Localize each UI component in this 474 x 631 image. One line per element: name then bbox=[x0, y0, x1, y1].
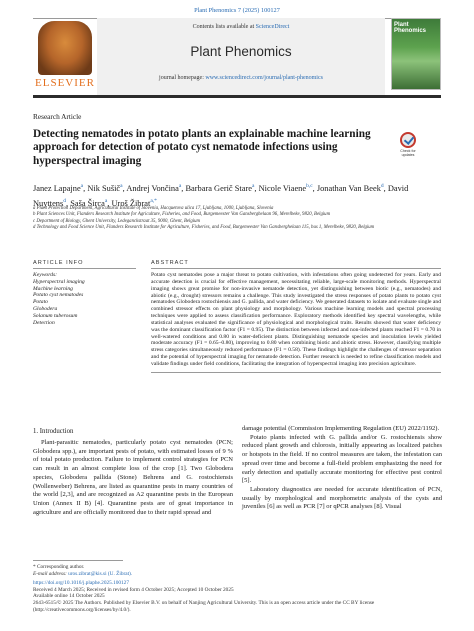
abstract-text: Potato cyst nematodes pose a major threat to potato cultivation, with infestations often going undetected for years. Early and accurate detection is crucial for effective management, necessitating reliable, large-scale monitoring methods. Hyperspectral imaging shows great promise for non-invasive nematode detection, yet distinguishing between biotic (e.g., nematodes) and abiotic (e.g., drought) stressors remains a challenge. This study investigated the stress responses of potato plants to potato cyst nematodes Globodera rostochiensis and G. pallida, and water deficiency. We generated datasets to isolate and evaluate single and combined stressor effects on plant physiology and morphology. Various machine learning models and spectral processing techniques were applied to assess classification performance. Exploratory methods identified key spectral wavelengths, while statistical analyses evaluated the significance of physiological and morphological traits. Results showed that water deficiency was the dominant classification factor (F1 = 0.95). The distinction between infected and non-infected plants reached F1 = 0.70 in well-watered conditions and 0.80 in water-deficient plants. Distinguishing nematode species and inoculation levels yielded moderate accuracy (F1 = 0.65–0.80), improving to 0.80 when combining biotic and abiotic stress. However, classifying multiple stress categories simultaneously reduced performance (F1 = 0.58). These findings highlight the challenges of stressor separation and the potential of hyperspectral imaging for nematode detection. Further research is needed to refine classification models and validate findings under field conditions, facilitating the integration of hyperspectral imaging into precision agriculture. bbox=[151, 272, 441, 367]
sciencedirect-link[interactable]: ScienceDirect bbox=[255, 24, 290, 30]
publisher-name: ELSEVIER bbox=[35, 77, 95, 89]
author-separator: , bbox=[254, 183, 259, 193]
author-affiliation-marker[interactable]: a bbox=[80, 183, 84, 189]
journal-homepage-link[interactable]: www.sciencedirect.com/journal/plant-phenomics bbox=[205, 75, 323, 81]
author-affiliation-marker[interactable]: b,c bbox=[306, 183, 313, 189]
license-statement: 2643-6515/© 2025 The Authors. Published by Elsevier B.V. on behalf of Nanjing Agricultural University. This is an open access article under the CC BY license (http://creativecommons.org/licenses/by/4.0/). bbox=[33, 599, 375, 613]
author-affiliation-marker[interactable]: a bbox=[104, 198, 108, 205]
elsevier-tree-icon bbox=[38, 21, 92, 75]
author-name[interactable]: David Nuyttens bbox=[33, 183, 409, 209]
corresponding-author-note: * Corresponding author. bbox=[33, 564, 85, 570]
intro-column-left bbox=[33, 425, 233, 517]
affiliation-item: b Plant Sciences Unit, Flanders Research Institute for Agriculture, Fisheries, and Food, Burgemeester Van Gansberghelaan 96, Merelbeke, 9820, Belgium bbox=[33, 212, 331, 218]
journal-cover-image[interactable] bbox=[391, 18, 441, 90]
masthead bbox=[33, 18, 441, 96]
author-name[interactable]: Andrej Vončina bbox=[126, 183, 179, 193]
author-name[interactable]: Janez Lapajne bbox=[33, 183, 81, 193]
abstract-rule bbox=[151, 268, 441, 269]
check-mark-icon bbox=[400, 132, 416, 148]
journal-reference[interactable]: Plant Phenomics 7 (2025) 100127 bbox=[194, 7, 280, 14]
footnote-rule bbox=[33, 560, 123, 561]
check-for-updates-label: Check for updates bbox=[400, 149, 416, 157]
author-affiliation-marker[interactable]: d bbox=[380, 183, 384, 189]
keywords-label: Keywords: bbox=[33, 272, 58, 278]
article-info bbox=[33, 260, 136, 326]
author-separator: , bbox=[122, 183, 127, 193]
contents-prefix: Contents lists available at bbox=[192, 24, 256, 30]
author-separator: , bbox=[383, 183, 388, 193]
keyword-item: Hyperspectral imaging bbox=[33, 278, 85, 285]
available-online: Available online 14 October 2025 bbox=[33, 593, 105, 600]
article-title: Detecting nematodes in potato plants an explainable machine learning approach for detection of potato cyst nematode infections using hyperspectral imaging bbox=[33, 128, 371, 167]
homepage-prefix: journal homepage: bbox=[159, 75, 206, 81]
author-affiliation-marker[interactable]: a bbox=[178, 183, 182, 189]
email-link[interactable]: uros.zibrat@kis.si (U. Žibrat). bbox=[68, 570, 133, 577]
masthead-bottom-rule bbox=[33, 95, 441, 98]
homepage-line bbox=[97, 75, 385, 81]
intro-column-right bbox=[242, 425, 442, 512]
affiliation-item: d Technology and Food Science Unit, Flanders Research Institute for Agriculture, Fisheries, and Food, Burgemeester Van Gansberghelaan 115, bus 1, Merelbeke, 9820, Belgium bbox=[33, 224, 375, 230]
author-affiliation-marker[interactable]: a bbox=[251, 183, 255, 189]
author-name[interactable]: Nik Sušič bbox=[87, 183, 121, 193]
article-footer bbox=[33, 560, 443, 613]
masthead-center bbox=[97, 18, 385, 96]
abstract-header: ABSTRACT bbox=[151, 260, 189, 266]
introduction-heading: 1. Introduction bbox=[33, 428, 74, 435]
author-separator: , bbox=[66, 199, 71, 209]
abstract-bottom-rule bbox=[151, 372, 441, 373]
keyword-item: Detection bbox=[33, 319, 55, 326]
article-info-header: ARTICLE INFO bbox=[33, 260, 84, 266]
keyword-item: Solanum tuberosum bbox=[33, 312, 78, 319]
affiliations bbox=[33, 206, 443, 231]
author-name[interactable]: Nicole Viaene bbox=[258, 183, 307, 193]
keyword-item: Machine learning bbox=[33, 285, 73, 292]
email-label: E-mail address: bbox=[33, 570, 69, 577]
keyword-list bbox=[33, 279, 136, 327]
author-affiliation-marker[interactable]: a bbox=[120, 183, 123, 189]
author-affiliation-marker[interactable]: d bbox=[63, 198, 66, 205]
author-name[interactable]: Uroš Žibrat bbox=[111, 199, 151, 209]
intro-paragraph: Potato plants infected with G. pallida and/or G. rostochiensis show reduced plant growth and chlorosis, initially appearing as localized patches or hotspots in the field. If no control measures are taken, the infestation can spread over time and become a full-field problem emphasizing the need for early detection and spatially accurate monitoring for effective pest control [5]. bbox=[242, 433, 442, 485]
check-for-updates-badge[interactable] bbox=[395, 132, 421, 162]
contents-line bbox=[97, 24, 385, 30]
received-dates: Received 4 March 2025; Received in revised form 4 October 2025; Accepted 10 October 2025 bbox=[33, 586, 234, 593]
elsevier-logo[interactable] bbox=[33, 21, 97, 91]
intro-paragraph: damage potential (Commission Implementing Regulation (EU) 2022/1192). bbox=[242, 425, 440, 432]
author-separator: , bbox=[107, 199, 112, 209]
article-info-rule bbox=[33, 268, 136, 269]
doi-link[interactable]: https://doi.org/10.1016/j.plaphe.2025.100127 bbox=[33, 580, 129, 587]
cover-title: Plant Phenomics bbox=[394, 22, 427, 35]
email-line bbox=[33, 571, 443, 578]
author-separator: , bbox=[181, 183, 186, 193]
article-type: Research Article bbox=[33, 112, 82, 121]
affiliation-item: c Department of Biology, Ghent University, Ledeganckstraat 35, 9000, Ghent, Belgium bbox=[33, 218, 200, 224]
author-separator: , bbox=[83, 183, 88, 193]
author-name[interactable]: Saša Širca bbox=[70, 199, 105, 209]
abstract bbox=[151, 260, 441, 373]
author-name[interactable]: Jonathan Van Beek bbox=[316, 183, 381, 193]
author-name[interactable]: Barbara Gerič Stare bbox=[185, 183, 252, 193]
author-separator: , bbox=[312, 183, 317, 193]
keyword-item: Potato bbox=[33, 299, 48, 306]
intro-paragraph: Laboratory diagnostics are needed for accurate identification of PCN, usually by morphological and morphometric analysis of the cysts and juveniles [6] as well as PCR [7] or qPCR analyses [8]. Visual bbox=[242, 485, 442, 511]
journal-title: Plant Phenomics bbox=[190, 44, 292, 59]
affiliation-item: a Plant Protection Department, Agricultural Institute of Slovenia, Hacquetova ulica 17, Ljubljana, 1000, Ljubljana, Slovenia bbox=[33, 206, 274, 211]
intro-paragraph: Plant-parasitic nematodes, particularly potato cyst nematodes (PCN; Globodera spp.), are important pests of potato, with estimated losses of 9 % of total potato production. Failure to implement control strategies for PCN can result in an almost complete loss of the crop [1]. Two Globodera species, Globodera pallida (Stone) Behrens and G. rostochiensis (Wollenweber) Behrens, are listed as quarantine pests in many countries of the world [2,3], and are recognized as A2 quarantine pests in the European Union (Annex II B) [4]. Quarantine pests are of great importance in agriculture and are officially monitored due to their rapid spread and bbox=[33, 439, 233, 516]
keyword-item: Globodera bbox=[33, 305, 58, 312]
keyword-item: Potato cyst nematodes bbox=[33, 292, 84, 299]
author-affiliation-marker[interactable]: a,* bbox=[150, 198, 157, 205]
